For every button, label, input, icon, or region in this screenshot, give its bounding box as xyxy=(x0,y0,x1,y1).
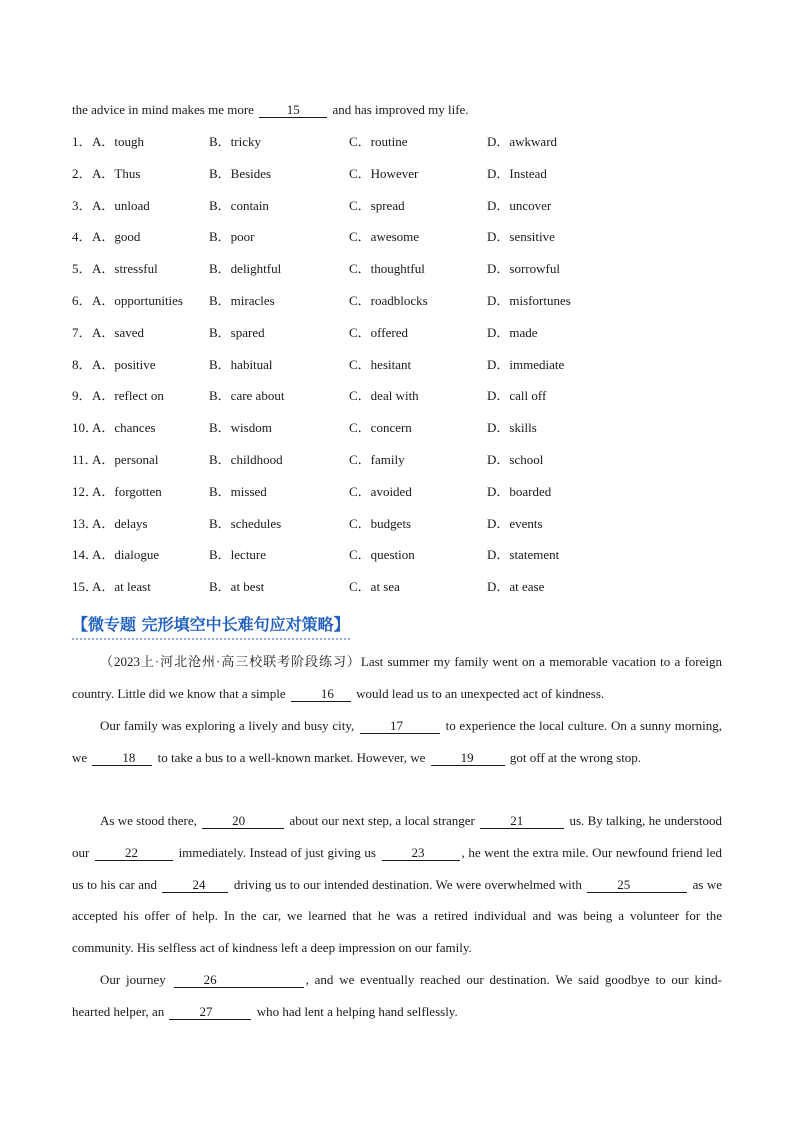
paragraph-4 xyxy=(72,964,722,1028)
option-a: A．Thus xyxy=(92,165,141,181)
paragraph-3 xyxy=(72,805,722,964)
p1-text-1: Last summer my family went on a memorable vacation to a foreign country. Little did we know that a simple xyxy=(72,654,722,701)
option-d: D．at ease xyxy=(487,579,545,595)
option-a: A．positive xyxy=(92,356,156,372)
p3-text-5: , he went the extra mile. Our newfound friend led us to his car and xyxy=(72,844,723,892)
option-row xyxy=(72,451,692,469)
option-c: C．concern xyxy=(349,420,412,436)
blank-18: 18 xyxy=(92,751,152,766)
option-a: A．personal xyxy=(92,452,159,467)
p2-text-3: to take a bus to a well-known market. However, we xyxy=(157,749,426,765)
p3-text-6: driving us to our intended destination. We were overwhelmed with xyxy=(233,876,582,892)
option-b: B．at best xyxy=(209,579,265,595)
option-b: B．missed xyxy=(209,483,267,499)
option-a: A．at least xyxy=(92,579,151,595)
option-d: D．sorrowful xyxy=(487,261,560,277)
option-d: D．school xyxy=(487,452,544,467)
option-b: B．care about xyxy=(209,388,285,404)
option-b: B．lecture xyxy=(209,547,267,563)
p3-text-3: us. By talking, he understood our xyxy=(72,813,723,860)
source-note: （2023上·河北沧州·高三校联考阶段练习） xyxy=(100,654,361,669)
p3-text-4: immediately. Instead of just giving us xyxy=(178,844,376,860)
question-number: 15． xyxy=(72,579,99,595)
question-number: 10． xyxy=(72,420,99,436)
option-row xyxy=(72,133,692,151)
p4-text-2: , and we eventually reached our destination. We said goodbye to our kind-hearted helper, an xyxy=(72,972,723,1019)
option-row xyxy=(72,546,692,564)
option-row xyxy=(72,483,692,501)
option-a: A．saved xyxy=(92,324,144,340)
option-row xyxy=(72,387,692,405)
option-c: C．offered xyxy=(349,324,408,340)
blank-15: 15 xyxy=(259,103,327,118)
blank-23: 23 xyxy=(382,846,460,861)
option-a: A．tough xyxy=(92,134,145,149)
option-row xyxy=(72,197,692,215)
option-c: C．roadblocks xyxy=(349,293,428,308)
question-number: 13． xyxy=(72,515,99,531)
blank-22: 22 xyxy=(95,846,173,861)
option-c: C．deal with xyxy=(349,388,419,404)
option-c: C．question xyxy=(349,547,415,563)
section-heading: 【微专题 完形填空中长难句应对策略】 xyxy=(72,612,350,640)
option-b: B．contain xyxy=(209,197,269,213)
p1-text-2: would lead us to an unexpected act of kindness. xyxy=(356,685,605,701)
option-b: B．schedules xyxy=(209,515,282,531)
option-d: D．statement xyxy=(487,547,560,563)
option-a: A．unload xyxy=(92,197,150,213)
blank-19: 19 xyxy=(431,751,505,766)
top-line-text-before: the advice in mind makes me more xyxy=(72,102,254,117)
option-b: B．spared xyxy=(209,324,265,340)
question-number: 11． xyxy=(72,452,98,467)
question-number: 1． xyxy=(72,134,92,149)
option-row xyxy=(72,515,692,533)
p2-text-4: got off at the wrong stop. xyxy=(509,749,642,765)
option-row xyxy=(72,228,692,246)
option-row xyxy=(72,419,692,437)
option-d: D．made xyxy=(487,324,538,340)
option-a: A．opportunities xyxy=(92,293,183,308)
option-b: B．habitual xyxy=(209,356,273,372)
option-b: B．poor xyxy=(209,229,255,245)
top-line-text-after: and has improved my life. xyxy=(332,102,469,117)
option-d: D．skills xyxy=(487,420,537,436)
option-d: D．misfortunes xyxy=(487,293,571,308)
p2-text-2: to experience the local culture. On a sunny morning, we xyxy=(72,718,723,765)
option-row xyxy=(72,578,692,596)
option-d: D．uncover xyxy=(487,197,552,213)
option-a: A．stressful xyxy=(92,261,158,277)
option-c: C．hesitant xyxy=(349,356,412,372)
option-a: A．reflect on xyxy=(92,388,164,404)
question-number: 4． xyxy=(72,229,92,245)
option-b: B．tricky xyxy=(209,134,261,149)
option-c: C．routine xyxy=(349,134,408,149)
paragraph-1 xyxy=(72,646,722,710)
option-d: D．call off xyxy=(487,388,547,404)
option-row xyxy=(72,356,692,374)
blank-24: 24 xyxy=(162,878,228,893)
blank-25: 25 xyxy=(587,878,687,893)
question-number: 5． xyxy=(72,261,92,277)
option-d: D．awkward xyxy=(487,134,558,149)
option-c: C．awesome xyxy=(349,229,420,245)
question-number: 9． xyxy=(72,388,92,404)
question-number: 2． xyxy=(72,165,92,181)
p3-text-1: As we stood there, xyxy=(100,813,197,828)
option-b: B．wisdom xyxy=(209,420,272,436)
p3-text-2: about our next step, a local stranger xyxy=(289,813,475,828)
option-b: B．childhood xyxy=(209,452,283,467)
document-page xyxy=(72,0,722,1123)
question-number: 7． xyxy=(72,324,92,340)
option-d: D．sensitive xyxy=(487,229,555,245)
option-a: A．chances xyxy=(92,420,156,436)
p2-text-1: Our family was exploring a lively and busy city, xyxy=(100,718,355,733)
option-c: C．budgets xyxy=(349,515,412,531)
p4-text-3: who had lent a helping hand selflessly. xyxy=(256,1003,458,1019)
option-c: C．avoided xyxy=(349,483,412,499)
option-a: A．good xyxy=(92,229,141,245)
option-c: C．thoughtful xyxy=(349,261,425,277)
option-row xyxy=(72,292,692,310)
question-number: 6． xyxy=(72,293,92,308)
blank-21: 21 xyxy=(480,814,564,829)
question-number: 3． xyxy=(72,197,92,213)
option-b: B．miracles xyxy=(209,293,275,308)
paragraph-2 xyxy=(72,710,722,774)
blank-20: 20 xyxy=(202,814,284,829)
option-d: D．immediate xyxy=(487,356,565,372)
option-b: B．Besides xyxy=(209,165,272,181)
p4-text-1: Our journey xyxy=(100,972,166,987)
option-d: D．events xyxy=(487,515,543,531)
option-c: C．However xyxy=(349,165,419,181)
option-c: C．at sea xyxy=(349,579,400,595)
option-row xyxy=(72,260,692,278)
option-row xyxy=(72,324,692,342)
option-c: C．spread xyxy=(349,197,405,213)
blank-16: 16 xyxy=(291,687,351,702)
option-d: D．boarded xyxy=(487,483,552,499)
top-line xyxy=(72,101,469,119)
option-a: A．dialogue xyxy=(92,547,160,563)
question-number: 8． xyxy=(72,356,92,372)
blank-26: 26 xyxy=(174,973,304,988)
option-d: D．Instead xyxy=(487,165,547,181)
option-a: A．delays xyxy=(92,515,148,531)
option-c: C．family xyxy=(349,452,405,467)
option-a: A．forgotten xyxy=(92,483,162,499)
blank-17: 17 xyxy=(360,719,440,734)
p3-text-7: as we accepted his offer of help. In the car, we learned that he was a retired individual and was being a volunteer for the community. His selfless act of kindness left a deep impression on our family. xyxy=(72,876,723,956)
question-number: 14． xyxy=(72,547,99,563)
option-row xyxy=(72,165,692,183)
blank-27: 27 xyxy=(169,1005,251,1020)
question-number: 12． xyxy=(72,483,99,499)
option-b: B．delightful xyxy=(209,261,282,277)
